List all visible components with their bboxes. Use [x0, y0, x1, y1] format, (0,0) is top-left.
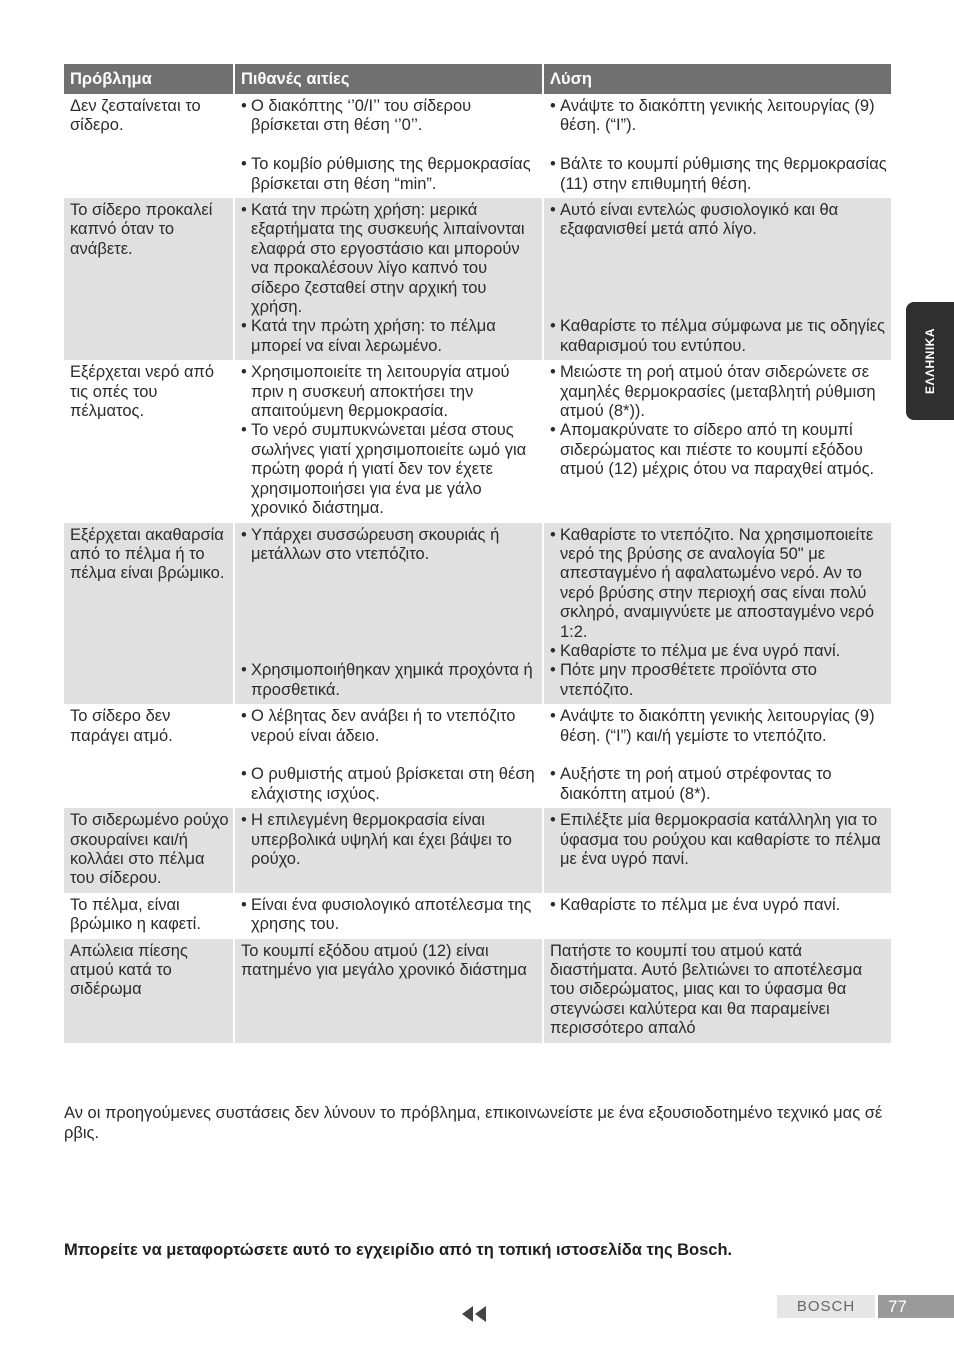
language-tab-label: ΕΛΛΗΝΙΚΑ — [923, 327, 937, 395]
causes-cell — [234, 360, 543, 522]
solution-item: • Ανάψτε το διακόπτη γενικής λειτουργίας (9) θέση. (“I”). — [550, 97, 887, 136]
table-row — [64, 808, 891, 893]
solution-cell — [543, 94, 891, 198]
page-number: 77 — [878, 1295, 954, 1318]
header-solution: Λύση — [543, 64, 891, 94]
causes-cell — [234, 808, 543, 893]
table-row — [64, 198, 891, 360]
solution-item: • Καθαρίστε το πέλμα με ένα υγρό πανί. — [550, 642, 887, 661]
causes-cell: Το κουμπί εξόδου ατμού (12) είναι πατημένο για μεγάλο χρονικό διάστημα — [234, 939, 543, 1043]
table-row — [64, 360, 891, 522]
cause-item: • Ο λέβητας δεν ανάβει ή το ντεπόζιτο νερού είναι άδειο. — [241, 707, 538, 746]
language-tab — [906, 302, 954, 420]
troubleshooting-table — [64, 64, 891, 1043]
solution-item: • Ανάψτε το διακόπτη γενικής λειτουργίας (9) θέση. (“I”) και/ή γεμίστε το ντεπόζιτο. — [550, 707, 887, 746]
brand-label: BOSCH — [777, 1295, 875, 1318]
problem-cell: Το σίδερο δεν παράγει ατμό. — [64, 704, 234, 808]
solution-item: • Πότε μην προσθέτετε προϊόντα στο ντεπόζιτο. — [550, 661, 887, 700]
table-header-row — [64, 64, 891, 94]
left-arrow-icon — [475, 1306, 486, 1322]
problem-cell: Το πέλμα, είναι βρώμικο η καφετί. — [64, 893, 234, 939]
cause-item: • Ο διακόπτης ‘’0/I’’ του σίδερου βρίσκεται στη θέση ‘’0’’. — [241, 97, 538, 136]
header-problem: Πρόβλημα — [64, 64, 234, 94]
cause-item: • Υπάρχει συσσώρευση σκουριάς ή μετάλλων στο ντεπόζιτο. — [241, 526, 538, 565]
problem-cell: Εξέρχεται νερό από τις οπές του πέλματος. — [64, 360, 234, 522]
solution-cell: Πατήστε το κουμπί του ατμού κατά διαστήματα. Αυτό βελτιώνει το αποτέλεσμα του σιδερώματος, μιας και το ύφασμα θα στεγνώσει καλύτερα και θα παραμείνει περισσότερο απαλό — [543, 939, 891, 1043]
problem-cell: Απώλεια πίεσης ατμού κατά το σιδέρωμα — [64, 939, 234, 1043]
causes-cell — [234, 94, 543, 198]
solution-item: • Αυξήστε τη ροή ατμού στρέφοντας το διακόπτη ατμού (8*). — [550, 765, 887, 804]
table-row — [64, 893, 891, 939]
table-row — [64, 704, 891, 808]
solution-cell — [543, 523, 891, 705]
table-row — [64, 94, 891, 198]
table-row — [64, 939, 891, 1043]
solution-item: • Απομακρύνατε το σίδερο από τη κουμπί σιδερώματος και πιέστε το κουμπί εξόδου ατμού (12) μέχρις ότου να παραχθεί ατμός. — [550, 421, 887, 479]
solution-item: • Μειώστε τη ροή ατμού όταν σιδερώνετε σε χαμηλές θερμοκρασίες (μεταβλητή ρύθμιση ατμού (8*)). — [550, 363, 887, 421]
cause-item: • Κατά την πρώτη χρήση: μερικά εξαρτήματα της συσκευής λιπαίνονται ελαφρά στο εργοστάσιο και μπορούν να προκαλέσουν λίγο καπνό του σίδερο ζεσταθεί στην αρχική του χρήση. — [241, 201, 538, 317]
cause-item: • Η επιλεγμένη θερμοκρασία είναι υπερβολικά υψηλή και έχει βάψει το ρούχο. — [241, 811, 538, 869]
download-note: Μπορείτε να μεταφορτώσετε αυτό το εγχειρίδιο από τη τοπική ιστοσελίδα της Bosch. — [64, 1241, 733, 1259]
solution-cell — [543, 704, 891, 808]
solution-item: • Επιλέξτε μία θερμοκρασία κατάλληλη για το ύφασμα του ρούχου και καθαρίστε το πέλμα με ένα υγρό πανί. — [550, 811, 887, 869]
problem-cell: Το σίδερο προκαλεί καπνό όταν το ανάβετε. — [64, 198, 234, 360]
solution-cell — [543, 198, 891, 360]
solution-item: • Καθαρίστε το πέλμα σύμφωνα με τις οδηγίες καθαρισμού του εντύπου. — [550, 317, 887, 356]
solution-cell — [543, 808, 891, 893]
cause-item: • Χρησιμοποιήθηκαν χημικά προχόντα ή προσθετικά. — [241, 661, 538, 700]
cause-item: • Ο ρυθμιστής ατμού βρίσκεται στη θέση ελάχιστης ισχύος. — [241, 765, 538, 804]
solution-item: • Καθαρίστε το ντεπόζιτο. Να χρησιμοποιείτε νερό της βρύσης σε αναλογία 50" με απεσταγμένο ή αφαλατωμένο νερό. Αν το νερό βρύσης στην περιοχή σας είναι πολύ σκληρό, αναμιγνύετε με αποσταγμένο νερό 1:2. — [550, 526, 887, 642]
left-arrow-icon — [462, 1306, 473, 1322]
cause-item: • Το κομβίο ρύθμισης της θερμοκρασίας βρίσκεται στη θέση “min”. — [241, 155, 538, 194]
double-left-arrow-icon[interactable] — [462, 1306, 486, 1324]
problem-cell: Δεν ζεσταίνεται το σίδερο. — [64, 94, 234, 198]
table-row — [64, 523, 891, 705]
solution-item: • Καθαρίστε το πέλμα με ένα υγρό πανί. — [550, 896, 887, 915]
problem-cell: Το σιδερωμένο ρούχο σκουραίνει και/ή κολλάει στο πέλμα του σίδερου. — [64, 808, 234, 893]
solution-item: • Αυτό είναι εντελώς φυσιολογικό και θα εξαφανισθεί μετά από λίγο. — [550, 201, 887, 240]
solution-cell — [543, 893, 891, 939]
cause-item: • Κατά την πρώτη χρήση: το πέλμα μπορεί να είναι λερωμένο. — [241, 317, 538, 356]
service-note: Αν οι προηγούμενες συστάσεις δεν λύνουν το πρόβλημα, επικοινωνείστε με ένα εξουσιοδοτημένο τεχνικό μας σέ ρβις. — [64, 1104, 883, 1142]
solution-item: • Βάλτε το κουμπί ρύθμισης της θερμοκρασίας (11) στην επιθυμητή θέση. — [550, 155, 887, 194]
causes-cell — [234, 893, 543, 939]
cause-item: • Είναι ένα φυσιολογικό αποτέλεσμα της χρησης του. — [241, 896, 538, 935]
cause-item: • Το νερό συμπυκνώνεται μέσα στους σωλήνες γιατί χρησιμοποιείτε ωμό για πρώτη φορά ή γιατί δεν τον έχετε χρησιμοποιήσει για ένα με γάλο χρονικό διάστημα. — [241, 421, 538, 518]
causes-cell — [234, 704, 543, 808]
problem-cell: Εξέρχεται ακαθαρσία από το πέλμα ή το πέλμα είναι βρώμικο. — [64, 523, 234, 705]
solution-cell — [543, 360, 891, 522]
header-causes: Πιθανές αιτίες — [234, 64, 543, 94]
cause-item: • Χρησιμοποιείτε τη λειτουργία ατμού πριν η συσκευή αποκτήσει την απαιτούμενη θερμοκρασία. — [241, 363, 538, 421]
causes-cell — [234, 198, 543, 360]
causes-cell — [234, 523, 543, 705]
